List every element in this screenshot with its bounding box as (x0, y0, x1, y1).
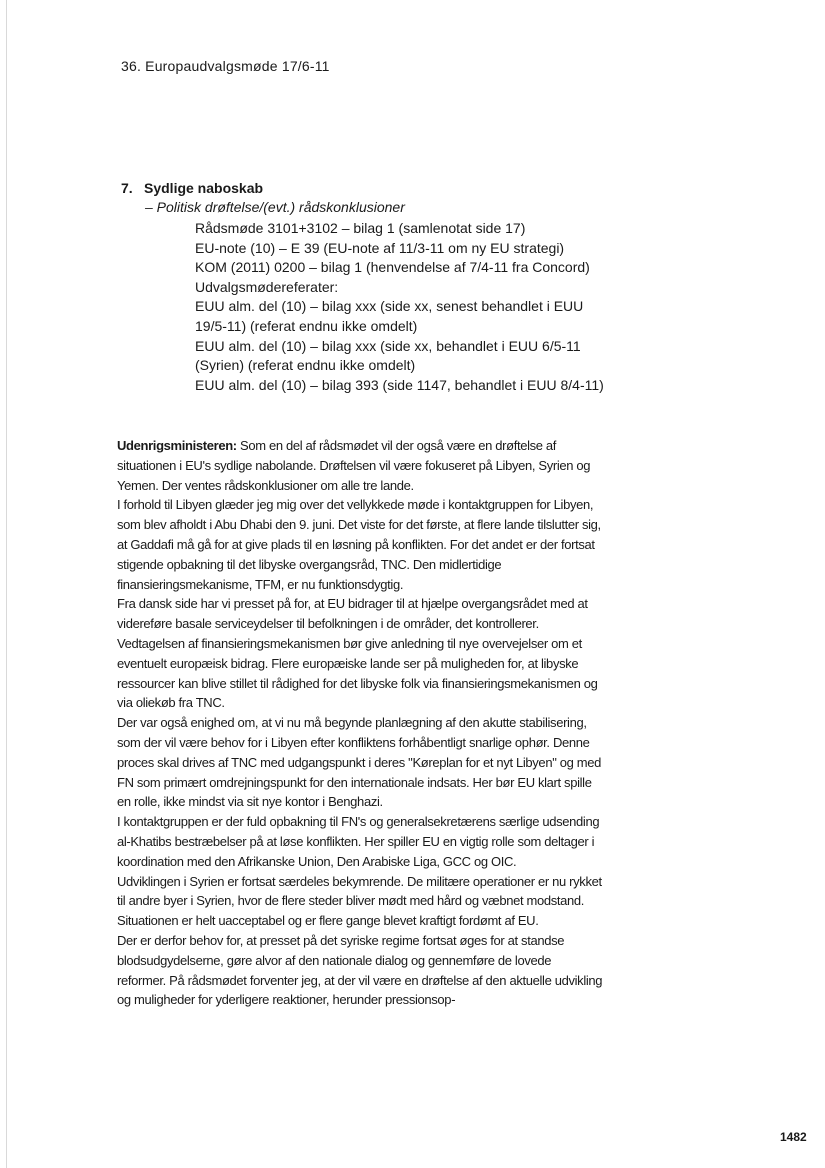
agenda-item-title: Sydlige naboskab (144, 180, 264, 196)
statement-paragraph: Fra dansk side har vi presset på for, at EU bidrager til at hjælpe overgangsrådet med at videreføre basale serviceydelser til befolkningen i de områder, det kontrollerer. Vedtagelsen af finansieringsmekanismen bør give anledning til nye overvejelser om et eventuelt europæisk bidrag. Flere europæiske lande ser på muligheden for, at libyske ressourcer kan blive stillet til rådighed for det libyske folk via finansieringsmekanismen og via oliekøb fra TNC. (117, 596, 598, 711)
statement-paragraph: Der er derfor behov for, at presset på det syriske regime fortsat øges for at standse blodsudgydelserne, gøre alvor af den nationale dialog og gennemføre de lovede reformer. På rådsmødet forventer jeg, at der vil være en drøftelse af den aktuelle udvikling og muligheder for yderligere reaktioner, herunder pressionsop- (117, 932, 603, 1008)
intro-text: Som en del af rådsmødet vil der også være en drøftelse af situationen i EU's sydlige nabolande. Drøftelsen vil være fokuseret på Libyen, Syrien og Yemen. Der ventes rådskonklusioner om alle tre lande. (117, 438, 591, 493)
statement-paragraph: Der var også enighed om, at vi nu må begynde planlægning af den akutte stabilisering, som der vil være behov for i Libyen efter konfliktens forhåbentligt snarlige ophør. Denne proces skal drives af TNC med udgangspunkt i deres "Køreplan for et nyt Libyen" og med FN som primært omdrejningspunkt for den internationale indsats. Her bør EU klart spille en rolle, ikke mindst via sit nye kontor i Benghazi. (117, 715, 601, 810)
page-number: 1482 (780, 1130, 807, 1144)
reference-line: EUU alm. del (10) – bilag xxx (side xx, senest behandlet i EUU 19/5-11) (referat endnu ikke omdelt) (195, 298, 584, 334)
reference-line: KOM (2011) 0200 – bilag 1 (henvendelse af 7/4-11 fra Concord) (195, 259, 590, 276)
statement-paragraph: I forhold til Libyen glæder jeg mig over det vellykkede møde i kontaktgruppen for Libyen, som blev afholdt i Abu Dhabi den 9. juni. Det viste for det første, at flere lande tilslutter sig, at Gaddafi må gå for at give plads til en løsning på konflikten. For det andet er der fortsat stigende opbakning til det libyske overgangsråd, TNC. Den midlertidige finansieringsmekanisme, TFM, er nu funktionsdygtig. (117, 497, 601, 592)
statement-body (117, 436, 603, 1010)
agenda-item-number: 7. (121, 180, 133, 196)
reference-list (195, 219, 605, 395)
reference-line: EUU alm. del (10) – bilag 393 (side 1147, behandlet i EUU 8/4-11) (195, 376, 604, 393)
speaker-name: Udenrigsministeren: (117, 438, 237, 453)
statement-intro-paragraph (117, 436, 603, 495)
reference-line: EUU alm. del (10) – bilag xxx (side xx, behandlet i EUU 6/5-11 (Syrien) (referat endnu ikke omdelt) (195, 337, 581, 374)
statement-paragraph: Udviklingen i Syrien er fortsat særdeles bekymrende. De militære operationer er nu rykket til andre byer i Syrien, hvor de flere steder bliver mødt med hård og væbnet modstand. Situationen er helt uacceptabel og er flere gange blevet kraftigt fordømt af EU. (117, 873, 602, 929)
agenda-item-heading (121, 180, 263, 196)
reference-line: EU-note (10) – E 39 (EU-note af 11/3-11 om ny EU strategi) (195, 239, 565, 256)
reference-line: Rådsmøde 3101+3102 – bilag 1 (samlenotat side 17) (195, 220, 526, 236)
statement-paragraph: I kontaktgruppen er der fuld opbakning til FN's og generalsekretærens særlige udsending al-Khatibs bestræbelser på at løse konflikten. Her spiller EU en vigtig rolle som deltager i koordination med den Afrikanske Union, Den Arabiske Liga, GCC og OIC. (117, 814, 600, 869)
meeting-header: 36. Europaudvalgsmøde 17/6-11 (121, 58, 330, 74)
reference-line: Udvalgsmødereferater: (195, 278, 339, 295)
agenda-item-subtitle: – Politisk drøftelse/(evt.) rådskonklusioner (145, 199, 405, 215)
page-edge-line (6, 0, 7, 1168)
